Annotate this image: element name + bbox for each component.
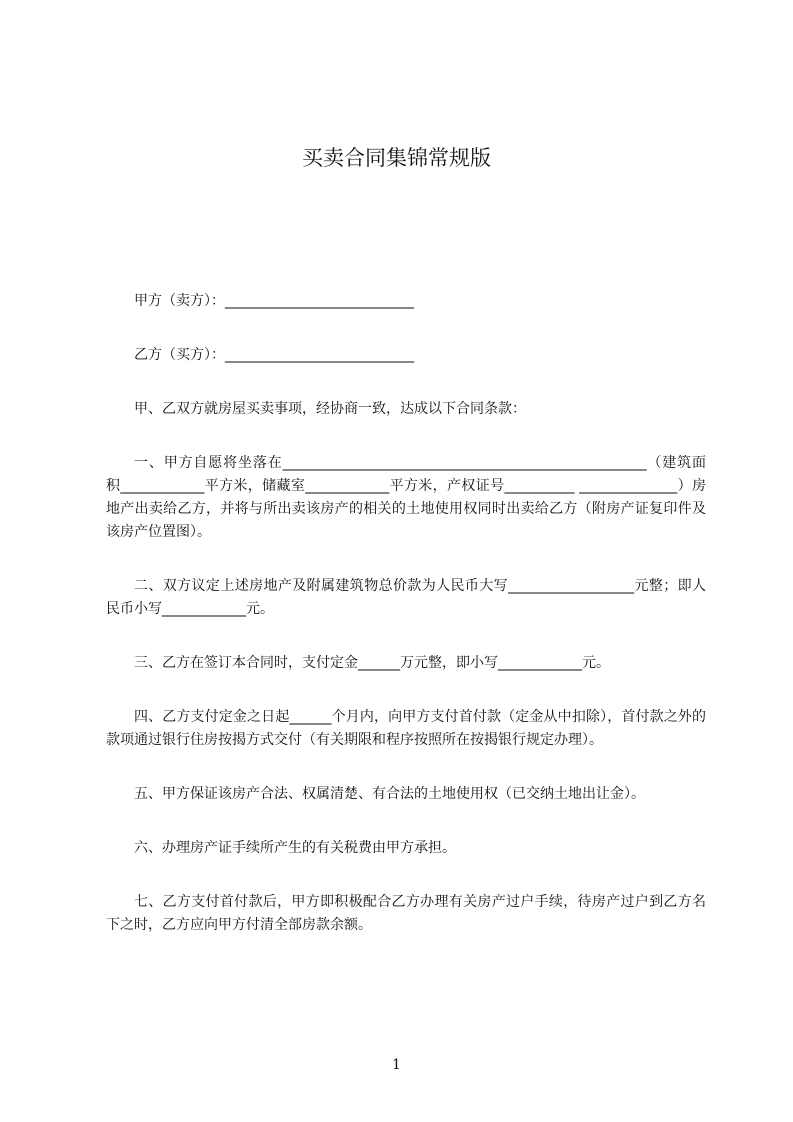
party-b-line: 乙方（买方）：___________________________	[134, 347, 414, 363]
clause-2: 二、双方议定上述房地产及附属建筑物总价款为人民币大写__________________元整；即人民币小写____________元。	[106, 578, 706, 617]
party-a-line: 甲方（卖方）：___________________________	[134, 293, 414, 309]
clause-7: 七、乙方支付首付款后，甲方即积极配合乙方办理有关房产过户手续，待房产过户到乙方名下之时，乙方应向甲方付清全部房款余额。	[106, 894, 706, 933]
page-number: 1	[392, 1057, 401, 1073]
clause-1: 一、甲方自愿将坐落在____________________________________________________（建筑面积____________平方米，储藏室____________平方米，产权证号__________ ______________）房地产出卖给乙方，并将与所出卖该房产的相关的土地使用权同时出卖给乙方（附房产证复印件及该房产位置图）。	[106, 455, 706, 540]
document-body	[106, 290, 706, 968]
clause-3: 三、乙方在签订本合同时，支付定金______万元整，即小写____________元。	[134, 655, 610, 671]
document-title: 买卖合同集锦常规版	[302, 146, 491, 170]
clause-5: 五、甲方保证该房产合法、权属清楚、有合法的土地使用权（已交纳土地出让金）。	[134, 786, 645, 802]
preamble-paragraph: 甲、乙双方就房屋买卖事项，经协商一致，达成以下合同条款：	[134, 401, 526, 417]
clause-4: 四、乙方支付定金之日起______个月内，向甲方支付首付款（定金从中扣除），首付款之外的款项通过银行住房按揭方式交付（有关期限和程序按照所在按揭银行规定办理）。	[106, 709, 706, 748]
clause-6: 六、办理房产证手续所产生的有关税费由甲方承担。	[134, 840, 456, 856]
